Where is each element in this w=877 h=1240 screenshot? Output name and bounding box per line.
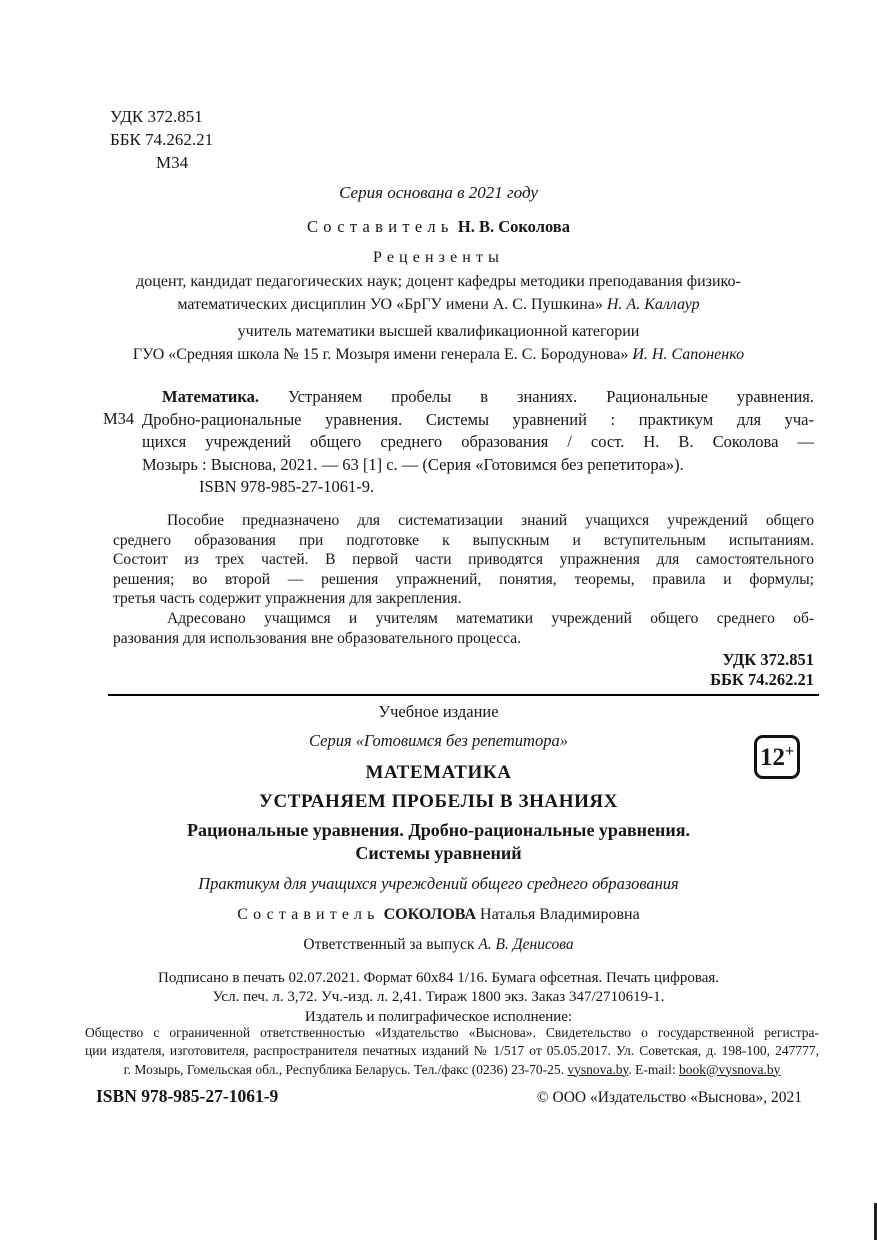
publisher-line-2: ции издателя, изготовителя, распространителя печатных изданий № 1/517 от 05.05.2017. Ул. Советская, д. 198-100, 247777, (85, 1043, 819, 1059)
cataloguing-codes-top (110, 105, 213, 174)
footer (96, 1086, 802, 1107)
publisher-heading: Издатель и полиграфическое исполнение: (304, 1009, 573, 1025)
compiler-line-bottom (76, 906, 801, 924)
edition-kind: Учебное издание (378, 702, 499, 721)
compiler-line-top (76, 217, 801, 237)
annotation-line: решения; во второй — решения упражнений, понятия, теоремы, правила и формулы; (113, 570, 814, 588)
book-title-line-1: МАТЕМАТИКА (365, 762, 512, 783)
website-link[interactable]: vysnova.by (567, 1061, 629, 1077)
card-title: Математика. (162, 387, 260, 406)
book-subtitle-line-2: Системы уравнений (355, 843, 522, 863)
book-title-line-2: УСТРАНЯЕМ ПРОБЕЛЫ В ЗНАНИЯХ (258, 791, 619, 812)
annotation-line: третья часть содержит упражнения для закрепления. (113, 590, 462, 608)
horizontal-rule (108, 694, 819, 696)
publisher-line-3 (85, 1061, 819, 1079)
cataloguing-codes-bottom (113, 650, 814, 689)
compiler-surname: СОКОЛОВА (383, 906, 477, 923)
age-rating-number: 12 (759, 743, 785, 771)
card-isbn: ISBN 978-985-27-1061-9. (199, 477, 375, 496)
reviewer-2-line-1: учитель математики высшей квалификационной категории (237, 323, 640, 340)
reviewer-1-name: Н. А. Каллаур (606, 295, 700, 313)
bbk-code-bottom: ББК 74.262.21 (710, 669, 814, 689)
print-details-line-1: Подписано в печать 02.07.2021. Формат 60х84 1/16. Бумага офсетная. Печать цифровая. (157, 970, 720, 986)
reviewer-1 (76, 271, 801, 316)
practicum-note: Практикум для учащихся учреждений общего среднего образования (198, 874, 679, 893)
annotation-line: разования для использования вне образовательного процесса. (113, 629, 521, 647)
publisher-address: г. Мозырь, Гомельская обл., Республика Беларусь. Тел./факс (0236) 23-70-25. (123, 1061, 568, 1077)
author-sign-code: М34 (156, 153, 189, 172)
annotation-line: Состоит из трех частей. В первой части приводятся упражнения для самостоятельного (113, 551, 814, 569)
print-details-line-2: Усл. печ. л. 3,72. Уч.-изд. л. 2,41. Тираж 1800 экз. Заказ 347/2710619-1. (212, 989, 665, 1005)
responsible-label: Ответственный за выпуск (303, 936, 479, 953)
compiler-given-names: Наталья Владимировна (476, 906, 640, 923)
card-line-2: Дробно-рациональные уравнения. Системы уравнений : практикум для уча- (142, 409, 814, 429)
reviewer-2-name: И. Н. Сапоненко (632, 345, 745, 363)
email-label: . E-mail: (628, 1061, 680, 1077)
reviewer-1-affiliation: математических дисциплин УО «БрГУ имени А. С. Пушкина» (177, 295, 607, 313)
bbk-code: ББК 74.262.21 (110, 130, 214, 149)
reviewer-2-line-2 (76, 344, 801, 367)
reviewer-2-affiliation: ГУО «Средняя школа № 15 г. Мозыря имени генерала Е. С. Бородунова» (132, 345, 633, 363)
udc-code: УДК 372.851 (110, 107, 203, 126)
book-subtitle-line-1: Рациональные уравнения. Дробно-рациональные уравнения. (186, 820, 690, 840)
email-link[interactable]: book@vysnova.by (679, 1061, 781, 1077)
compiler-name: Н. В. Соколова (457, 217, 570, 236)
annotation-line: среднего образования при подготовке к выпускным и вступительным испытаниям. (113, 531, 814, 549)
card-line-1 (142, 386, 814, 409)
annotation (113, 511, 814, 648)
publisher-line-1: Общество с ограниченной ответственностью «Издательство «Выснова». Свидетельство о государственной регистра- (85, 1025, 819, 1040)
series-founded-note: Серия основана в 2021 году (339, 183, 538, 202)
udc-code-bottom: УДК 372.851 (722, 650, 814, 669)
reviewers-label: Рецензенты (373, 249, 504, 266)
catalogue-card (142, 386, 814, 499)
card-line-3: щихся учреждений общего среднего образования / сост. Н. В. Соколова — (142, 432, 814, 451)
publisher-details (85, 1024, 819, 1079)
compiler-label: Составитель (307, 217, 454, 236)
annotation-line: Адресовано учащимся и учителям математики учреждений общего среднего об- (167, 609, 814, 627)
reviewer-2 (76, 321, 801, 366)
card-line-1-rest: Устраняем пробелы в знаниях. Рациональные уравнения. (259, 387, 814, 406)
responsible-line (76, 936, 801, 954)
annotation-line: Пособие предназначено для систематизации знаний учащихся учреждений общего (167, 512, 814, 529)
card-margin-code: М34 (103, 409, 135, 428)
edition-series: Серия «Готовимся без репетитора» (309, 731, 568, 750)
responsible-name: А. В. Денисова (478, 936, 574, 953)
card-line-4: Мозырь : Выснова, 2021. — 63 [1] с. — (Серия «Готовимся без репетитора»). (142, 454, 684, 474)
copyright-line: © ООО «Издательство «Выснова», 2021 (536, 1089, 802, 1106)
compiler-label-bottom: Составитель (237, 906, 380, 923)
isbn-footer: ISBN 978-985-27-1061-9 (96, 1086, 279, 1106)
reviewer-1-line-1: доцент, кандидат педагогических наук; доцент кафедры методики преподавания физико- (136, 273, 741, 290)
age-rating-plus: + (784, 743, 795, 760)
reviewer-1-line-2 (76, 294, 801, 317)
